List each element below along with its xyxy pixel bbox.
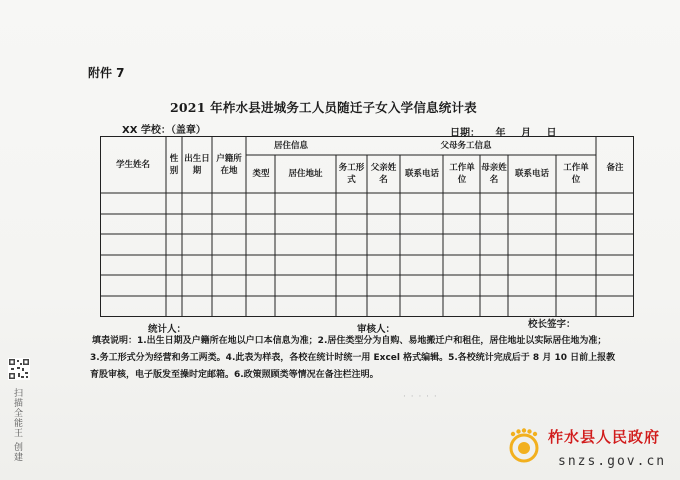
date-label: 日期： 年 月 日 bbox=[450, 128, 557, 139]
school-label: XX 学校：（盖章） bbox=[122, 125, 206, 136]
faint-stamp-mark: · · · · · bbox=[403, 392, 438, 402]
scanner-watermark-text: 扫描全能王 创建 bbox=[12, 388, 22, 462]
header-mother-phone: 联系电话 bbox=[514, 169, 549, 179]
statistician-label: 统计人： bbox=[148, 324, 187, 335]
info-table bbox=[100, 136, 634, 317]
header-father-name: 父亲姓名 bbox=[370, 163, 397, 185]
header-mother-unit: 工作单位 bbox=[563, 163, 589, 185]
header-father-phone: 联系电话 bbox=[404, 169, 439, 179]
header-gender: 性别 bbox=[169, 154, 179, 176]
header-remarks: 备注 bbox=[606, 163, 624, 173]
qr-code-icon bbox=[8, 358, 30, 380]
header-father-unit: 工作单位 bbox=[449, 163, 475, 185]
gov-watermark bbox=[500, 420, 680, 480]
header-residence-address: 居住地址 bbox=[288, 169, 323, 179]
note-line-1: 填表说明：1.出生日期及户籍所在地以户口本信息为准；2.居住类型分为自购、易地搬迁户和租住，居住地址以实际居住地为准； bbox=[92, 336, 607, 346]
principal-sign-label: 校长签字： bbox=[528, 319, 576, 330]
gov-name-text: 柞水县人民政府 bbox=[548, 428, 661, 446]
header-mother-name: 母亲姓名 bbox=[481, 163, 507, 185]
note-line-2: 3.务工形式分为经营和务工两类。4.此表为样表，各校在统计时统一用 Excel 格式编辑。5.各校统计完成后于 8 月 10 日前上报教 bbox=[90, 353, 616, 363]
annex-label: 附件 7 bbox=[88, 66, 125, 80]
document-title: 2021 年柞水县进城务工人员随迁子女入学信息统计表 bbox=[170, 100, 477, 115]
header-student-name: 学生姓名 bbox=[115, 160, 150, 170]
gov-url-text: snzs.gov.cn bbox=[558, 454, 667, 469]
header-birth-date: 出生日期 bbox=[184, 154, 210, 176]
header-parents-group: 父母务工信息 bbox=[440, 141, 492, 151]
header-residence-type: 类型 bbox=[252, 169, 270, 179]
header-residence-group: 居住信息 bbox=[273, 141, 308, 151]
header-hukou: 户籍所在地 bbox=[216, 154, 242, 176]
reviewer-label: 审核人： bbox=[357, 324, 396, 335]
header-work-type: 务工形式 bbox=[338, 163, 365, 185]
note-line-3: 育股审核，电子版发至操时定邮箱。6.政策照顾类等情况在备注栏注明。 bbox=[90, 370, 379, 380]
gov-logo-icon bbox=[506, 428, 542, 464]
